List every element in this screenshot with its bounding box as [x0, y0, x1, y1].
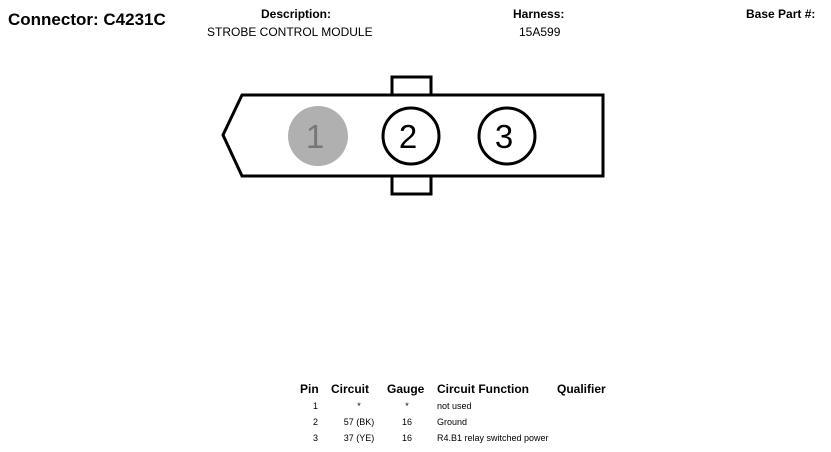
table-row: [300, 398, 606, 414]
pin-table: [300, 382, 606, 446]
pin-3-label: 3: [494, 118, 514, 155]
row-pin: 2: [312, 417, 318, 427]
pin-table-header: [300, 382, 606, 398]
connector-face-diagram: [215, 70, 615, 200]
pin-1: [288, 106, 348, 166]
col-qualifier: Qualifier: [557, 382, 606, 396]
top-latch: [392, 77, 431, 95]
pin-2: [383, 108, 439, 164]
row-qualifier: [557, 398, 606, 414]
row-function: not used: [437, 401, 472, 411]
row-gauge: 16: [401, 417, 412, 427]
description-label: Description:: [261, 7, 332, 21]
pin-1-label: 1: [305, 118, 325, 155]
col-pin: Pin: [300, 382, 319, 396]
row-qualifier: [557, 414, 606, 430]
col-circuit-function: Circuit Function: [437, 382, 529, 396]
row-gauge: 16: [401, 433, 412, 443]
row-pin: 3: [312, 433, 318, 443]
row-function: R4.B1 relay switched power: [437, 433, 549, 443]
row-pin: 1: [312, 401, 318, 411]
pin-2-label: 2: [398, 118, 418, 155]
bottom-latch: [392, 176, 431, 194]
base-part-label: Base Part #:: [746, 7, 816, 21]
col-gauge: Gauge: [387, 382, 425, 396]
row-qualifier: [557, 430, 606, 446]
table-row: [300, 414, 606, 430]
harness-value: 15A599: [519, 25, 561, 39]
row-circuit: 57 (BK): [343, 417, 375, 427]
row-circuit: *: [357, 401, 361, 411]
row-gauge: *: [405, 401, 409, 411]
table-row: [300, 430, 606, 446]
row-function: Ground: [437, 417, 468, 427]
description-value: STROBE CONTROL MODULE: [207, 25, 373, 39]
col-circuit: Circuit: [331, 382, 370, 396]
row-circuit: 37 (YE): [343, 433, 375, 443]
pin-3: [479, 108, 535, 164]
harness-label: Harness:: [513, 7, 565, 21]
connector-title: Connector: C4231C: [8, 10, 166, 29]
